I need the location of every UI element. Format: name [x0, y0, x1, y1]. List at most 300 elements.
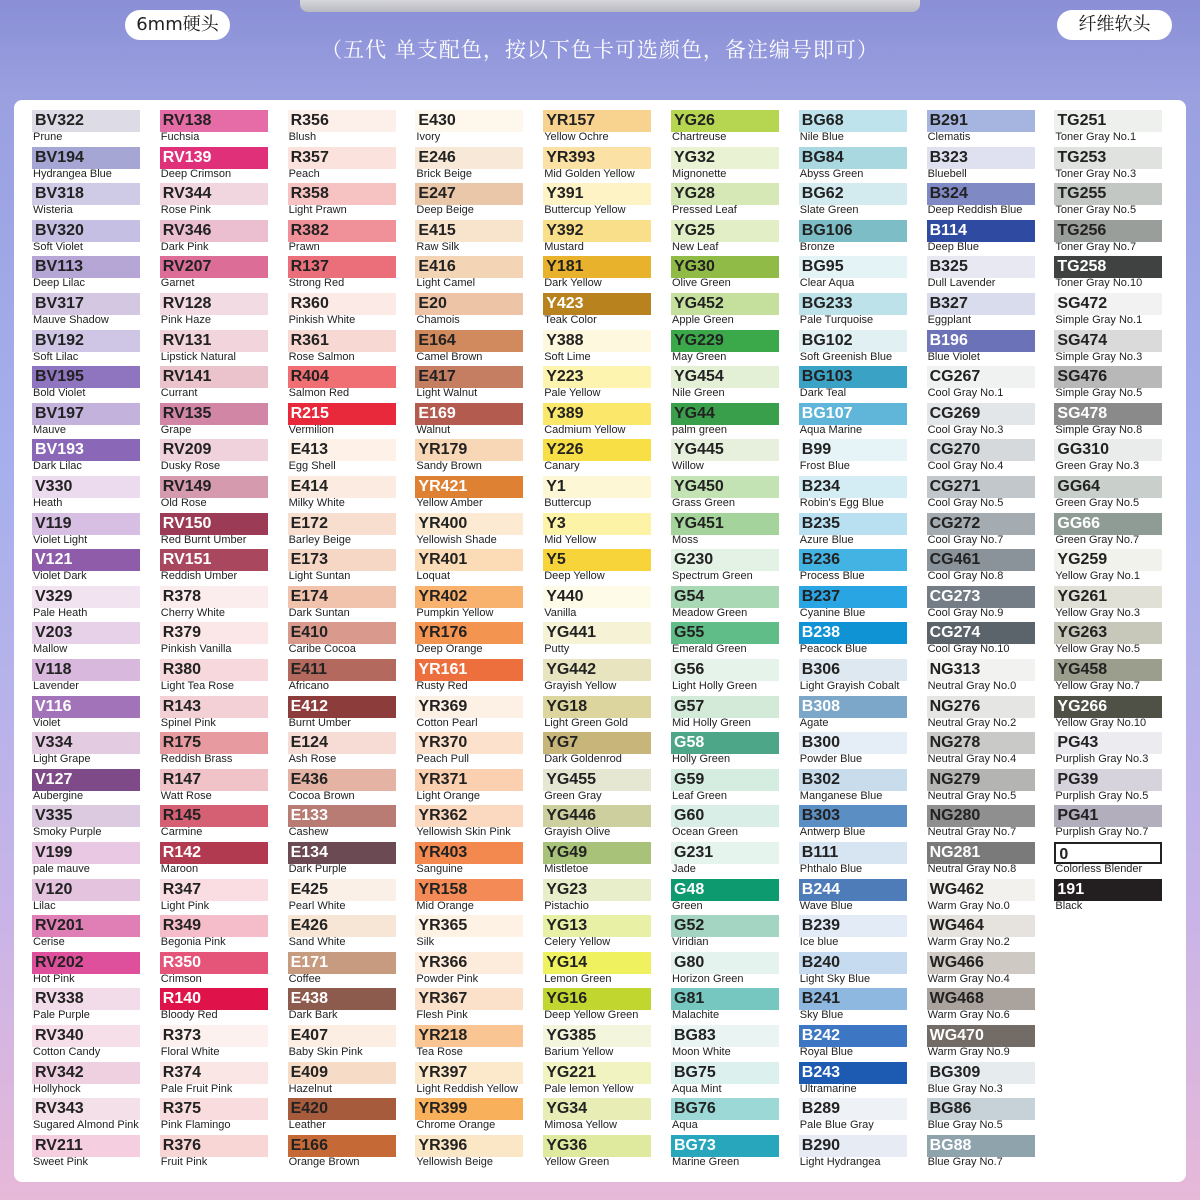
color-swatch[interactable]: [799, 952, 907, 986]
color-swatch[interactable]: [288, 256, 396, 290]
color-swatch[interactable]: [543, 183, 651, 217]
color-swatch[interactable]: [671, 549, 779, 583]
color-swatch[interactable]: [415, 659, 523, 693]
color-swatch[interactable]: [288, 403, 396, 437]
color-swatch[interactable]: [671, 1135, 779, 1169]
color-swatch[interactable]: [160, 842, 268, 876]
color-swatch[interactable]: [1054, 439, 1162, 473]
color-swatch[interactable]: [1054, 110, 1162, 144]
color-swatch[interactable]: [671, 476, 779, 510]
color-swatch[interactable]: [671, 659, 779, 693]
color-swatch[interactable]: [543, 513, 651, 547]
color-swatch[interactable]: [927, 805, 1035, 839]
color-swatch[interactable]: [927, 1135, 1035, 1169]
swatch-name: Antwerp Blue: [799, 826, 866, 839]
color-swatch[interactable]: [288, 988, 396, 1022]
color-swatch[interactable]: [160, 769, 268, 803]
color-swatch[interactable]: [1054, 476, 1162, 510]
color-swatch[interactable]: [288, 879, 396, 913]
color-swatch[interactable]: [543, 732, 651, 766]
color-swatch[interactable]: [671, 220, 779, 254]
color-swatch[interactable]: [288, 366, 396, 400]
color-swatch[interactable]: [1054, 256, 1162, 290]
color-swatch[interactable]: [32, 659, 140, 693]
color-swatch[interactable]: [671, 769, 779, 803]
color-swatch[interactable]: [927, 988, 1035, 1022]
color-swatch[interactable]: [927, 1098, 1035, 1132]
color-swatch[interactable]: [927, 915, 1035, 949]
color-swatch[interactable]: [32, 439, 140, 473]
color-swatch[interactable]: [32, 403, 140, 437]
color-swatch[interactable]: [799, 513, 907, 547]
color-swatch[interactable]: [288, 586, 396, 620]
color-swatch[interactable]: [799, 293, 907, 327]
color-swatch[interactable]: [543, 1098, 651, 1132]
color-swatch[interactable]: [415, 696, 523, 730]
color-swatch[interactable]: [543, 622, 651, 656]
color-swatch[interactable]: [1054, 513, 1162, 547]
color-swatch[interactable]: [1054, 659, 1162, 693]
color-swatch[interactable]: [1054, 842, 1162, 876]
color-swatch[interactable]: [1054, 769, 1162, 803]
color-swatch[interactable]: [288, 513, 396, 547]
color-swatch[interactable]: [927, 366, 1035, 400]
swatch-code: B308: [799, 696, 907, 718]
color-swatch[interactable]: [799, 1062, 907, 1096]
swatch-name: Toner Gray No.5: [1055, 204, 1137, 217]
color-swatch[interactable]: [927, 439, 1035, 473]
swatch-name: Phthalo Blue: [799, 863, 863, 875]
swatch-code: YG385: [543, 1025, 651, 1047]
swatch-code: NG278: [927, 732, 1035, 754]
color-swatch[interactable]: [415, 549, 523, 583]
color-swatch[interactable]: [415, 732, 523, 766]
color-swatch[interactable]: [799, 549, 907, 583]
color-swatch[interactable]: [1054, 879, 1162, 913]
color-swatch[interactable]: [671, 696, 779, 730]
color-swatch[interactable]: [671, 1025, 779, 1059]
color-swatch[interactable]: [32, 1135, 140, 1169]
color-swatch[interactable]: [288, 476, 396, 510]
color-swatch[interactable]: [32, 293, 140, 327]
color-swatch[interactable]: [288, 549, 396, 583]
color-swatch[interactable]: [160, 256, 268, 290]
swatch-name: Mid Holly Green: [672, 716, 751, 729]
color-swatch[interactable]: [160, 366, 268, 400]
color-swatch[interactable]: [160, 513, 268, 547]
color-swatch[interactable]: [799, 220, 907, 254]
color-swatch[interactable]: [927, 110, 1035, 144]
color-swatch[interactable]: [543, 1062, 651, 1096]
swatch-name: Light Pink: [160, 899, 210, 912]
swatch-name: Carmine: [160, 826, 203, 839]
color-swatch[interactable]: [288, 110, 396, 144]
color-swatch[interactable]: [799, 879, 907, 913]
color-swatch[interactable]: [671, 403, 779, 437]
color-swatch[interactable]: [927, 1025, 1035, 1059]
color-swatch[interactable]: [671, 147, 779, 181]
color-swatch[interactable]: [799, 988, 907, 1022]
color-swatch[interactable]: [543, 988, 651, 1022]
color-swatch[interactable]: [1054, 732, 1162, 766]
color-swatch[interactable]: [32, 805, 140, 839]
color-swatch[interactable]: [799, 147, 907, 181]
color-swatch[interactable]: [415, 110, 523, 144]
color-swatch[interactable]: [415, 1135, 523, 1169]
color-swatch[interactable]: [160, 220, 268, 254]
swatch-code: V118: [32, 659, 140, 681]
swatch-code: YG263: [1054, 622, 1162, 644]
color-swatch[interactable]: [1054, 183, 1162, 217]
color-swatch[interactable]: [288, 1025, 396, 1059]
color-swatch[interactable]: [160, 696, 268, 730]
color-swatch[interactable]: [543, 769, 651, 803]
swatch-code: YG32: [671, 147, 779, 169]
color-swatch[interactable]: [671, 805, 779, 839]
color-swatch[interactable]: [32, 220, 140, 254]
color-swatch[interactable]: [415, 183, 523, 217]
color-swatch[interactable]: [415, 952, 523, 986]
color-swatch[interactable]: [415, 330, 523, 364]
color-swatch[interactable]: [32, 476, 140, 510]
color-swatch[interactable]: [415, 915, 523, 949]
color-swatch[interactable]: [415, 1025, 523, 1059]
color-swatch[interactable]: [32, 879, 140, 913]
color-swatch[interactable]: [927, 220, 1035, 254]
color-swatch[interactable]: [160, 549, 268, 583]
color-swatch[interactable]: [1054, 366, 1162, 400]
color-swatch[interactable]: [415, 769, 523, 803]
color-swatch[interactable]: [415, 293, 523, 327]
color-swatch[interactable]: [927, 1062, 1035, 1096]
swatch-name: Sand White: [288, 936, 346, 949]
color-swatch[interactable]: [543, 110, 651, 144]
color-swatch[interactable]: [32, 988, 140, 1022]
color-swatch[interactable]: [799, 256, 907, 290]
color-swatch[interactable]: [160, 476, 268, 510]
color-swatch[interactable]: [32, 769, 140, 803]
color-swatch[interactable]: [671, 915, 779, 949]
color-swatch[interactable]: [1054, 549, 1162, 583]
color-swatch[interactable]: [1054, 293, 1162, 327]
color-swatch[interactable]: [32, 696, 140, 730]
color-swatch[interactable]: [32, 622, 140, 656]
color-swatch[interactable]: [543, 293, 651, 327]
color-swatch[interactable]: [32, 549, 140, 583]
color-swatch[interactable]: [32, 586, 140, 620]
color-swatch[interactable]: [543, 549, 651, 583]
color-swatch[interactable]: [543, 403, 651, 437]
color-swatch[interactable]: [32, 183, 140, 217]
color-swatch[interactable]: [160, 403, 268, 437]
swatch-code: YG445: [671, 439, 779, 461]
color-swatch[interactable]: [160, 622, 268, 656]
color-swatch[interactable]: [1054, 403, 1162, 437]
color-swatch[interactable]: [288, 915, 396, 949]
color-swatch[interactable]: [671, 842, 779, 876]
color-swatch[interactable]: [160, 988, 268, 1022]
color-swatch[interactable]: [160, 439, 268, 473]
swatch-name: Silk: [416, 936, 435, 949]
swatch-name: Peach Pull: [416, 753, 469, 766]
color-swatch[interactable]: [160, 110, 268, 144]
color-swatch[interactable]: [415, 147, 523, 181]
swatch-name: Dark Lilac: [33, 460, 82, 473]
swatch-name: Royal Blue: [799, 1046, 853, 1058]
color-swatch[interactable]: [288, 622, 396, 656]
color-swatch[interactable]: [671, 879, 779, 913]
color-swatch[interactable]: [671, 732, 779, 766]
swatch-name: Light Orange: [416, 789, 480, 802]
swatch-name: Light Walnut: [416, 387, 478, 400]
color-swatch[interactable]: [32, 732, 140, 766]
color-swatch[interactable]: [32, 147, 140, 181]
color-swatch[interactable]: [799, 805, 907, 839]
color-swatch[interactable]: [32, 330, 140, 364]
color-swatch[interactable]: [927, 586, 1035, 620]
color-swatch[interactable]: [415, 403, 523, 437]
color-swatch[interactable]: [160, 659, 268, 693]
color-swatch[interactable]: [543, 659, 651, 693]
color-swatch[interactable]: [671, 183, 779, 217]
color-swatch[interactable]: [927, 147, 1035, 181]
color-swatch[interactable]: [32, 513, 140, 547]
color-swatch[interactable]: [927, 732, 1035, 766]
color-swatch[interactable]: [288, 952, 396, 986]
color-swatch[interactable]: [927, 879, 1035, 913]
swatch-name: Lipstick Natural: [160, 350, 236, 363]
color-swatch[interactable]: [1054, 147, 1162, 181]
color-swatch[interactable]: [671, 330, 779, 364]
color-swatch[interactable]: [799, 330, 907, 364]
color-swatch[interactable]: [799, 476, 907, 510]
swatch-name: Violet Light: [33, 533, 88, 546]
color-swatch[interactable]: [415, 805, 523, 839]
color-swatch[interactable]: [799, 1098, 907, 1132]
color-swatch[interactable]: [799, 622, 907, 656]
color-swatch[interactable]: [927, 622, 1035, 656]
color-swatch[interactable]: [671, 952, 779, 986]
color-swatch[interactable]: [543, 476, 651, 510]
color-swatch[interactable]: [799, 183, 907, 217]
color-swatch[interactable]: [32, 1062, 140, 1096]
color-swatch[interactable]: [160, 293, 268, 327]
color-swatch[interactable]: [799, 586, 907, 620]
swatch-name: Lilac: [33, 899, 56, 912]
color-swatch[interactable]: [927, 330, 1035, 364]
swatch-code: B114: [927, 220, 1035, 242]
color-swatch[interactable]: [288, 293, 396, 327]
swatch-name: Chamois: [416, 314, 460, 326]
color-swatch[interactable]: [799, 1025, 907, 1059]
color-swatch[interactable]: [927, 696, 1035, 730]
color-swatch[interactable]: [288, 330, 396, 364]
swatch-code: V335: [32, 805, 140, 827]
swatch-code: Y223: [543, 366, 651, 388]
swatch-name: Warm Gray No.0: [927, 899, 1010, 912]
color-swatch[interactable]: [799, 732, 907, 766]
color-swatch[interactable]: [543, 915, 651, 949]
color-swatch[interactable]: [927, 842, 1035, 876]
color-swatch[interactable]: [927, 183, 1035, 217]
color-swatch[interactable]: [160, 915, 268, 949]
color-swatch[interactable]: [288, 439, 396, 473]
color-swatch[interactable]: [160, 805, 268, 839]
swatch-code: PG39: [1054, 769, 1162, 791]
swatch-name: Yellow Amber: [416, 497, 483, 509]
color-swatch[interactable]: [32, 110, 140, 144]
color-swatch[interactable]: [799, 439, 907, 473]
color-swatch[interactable]: [799, 696, 907, 730]
color-swatch[interactable]: [288, 769, 396, 803]
color-swatch[interactable]: [671, 622, 779, 656]
color-swatch[interactable]: [543, 366, 651, 400]
color-swatch[interactable]: [799, 769, 907, 803]
color-swatch[interactable]: [543, 439, 651, 473]
color-swatch[interactable]: [799, 110, 907, 144]
color-swatch[interactable]: [160, 330, 268, 364]
color-swatch[interactable]: [32, 256, 140, 290]
color-swatch[interactable]: [543, 879, 651, 913]
color-swatch[interactable]: [288, 842, 396, 876]
color-swatch[interactable]: [1054, 220, 1162, 254]
color-swatch[interactable]: [671, 988, 779, 1022]
color-swatch[interactable]: [927, 513, 1035, 547]
color-swatch[interactable]: [160, 1135, 268, 1169]
color-swatch[interactable]: [160, 1025, 268, 1059]
color-swatch[interactable]: [415, 879, 523, 913]
swatch-name: Aqua: [672, 1119, 698, 1132]
color-swatch[interactable]: [1054, 586, 1162, 620]
color-swatch[interactable]: [799, 403, 907, 437]
color-swatch[interactable]: [32, 952, 140, 986]
color-swatch[interactable]: [415, 439, 523, 473]
color-swatch[interactable]: [543, 696, 651, 730]
color-swatch[interactable]: [927, 476, 1035, 510]
swatch-code: YR367: [415, 988, 523, 1010]
swatch-name: Fruit Pink: [160, 1155, 208, 1168]
color-swatch[interactable]: [415, 1062, 523, 1096]
color-swatch[interactable]: [160, 586, 268, 620]
color-swatch[interactable]: [799, 659, 907, 693]
color-swatch[interactable]: [415, 842, 523, 876]
swatch-code: G48: [671, 879, 779, 901]
color-swatch[interactable]: [1054, 330, 1162, 364]
color-swatch[interactable]: [543, 1135, 651, 1169]
swatch-name: Pearl White: [288, 899, 346, 912]
swatch-name: Putty: [544, 643, 570, 656]
color-swatch[interactable]: [32, 915, 140, 949]
swatch-name: Brick Beige: [416, 167, 473, 180]
color-swatch[interactable]: [288, 147, 396, 181]
color-swatch[interactable]: [671, 256, 779, 290]
color-swatch[interactable]: [415, 256, 523, 290]
color-swatch[interactable]: [927, 769, 1035, 803]
color-swatch[interactable]: [671, 293, 779, 327]
color-swatch[interactable]: [543, 1025, 651, 1059]
swatch-code: B300: [799, 732, 907, 754]
color-swatch[interactable]: [1054, 805, 1162, 839]
swatch-code: RV201: [32, 915, 140, 937]
color-swatch[interactable]: [543, 805, 651, 839]
color-swatch[interactable]: [32, 366, 140, 400]
color-swatch[interactable]: [160, 732, 268, 766]
color-swatch[interactable]: [160, 1098, 268, 1132]
color-swatch[interactable]: [543, 147, 651, 181]
color-swatch[interactable]: [288, 659, 396, 693]
color-swatch[interactable]: [160, 879, 268, 913]
color-swatch[interactable]: [415, 586, 523, 620]
color-swatch[interactable]: [160, 183, 268, 217]
color-swatch[interactable]: [671, 439, 779, 473]
color-swatch[interactable]: [799, 366, 907, 400]
color-swatch[interactable]: [543, 842, 651, 876]
color-swatch[interactable]: [543, 330, 651, 364]
color-swatch[interactable]: [415, 622, 523, 656]
color-swatch[interactable]: [671, 1062, 779, 1096]
color-swatch[interactable]: [288, 732, 396, 766]
color-swatch[interactable]: [160, 147, 268, 181]
color-swatch[interactable]: [927, 952, 1035, 986]
swatch-name: Viridian: [672, 936, 709, 949]
color-swatch[interactable]: [415, 220, 523, 254]
color-swatch[interactable]: [799, 915, 907, 949]
swatch-name: Rose Pink: [160, 204, 211, 217]
swatch-name: Sandy Brown: [416, 460, 482, 473]
swatch-name: Jade: [672, 863, 696, 875]
color-swatch[interactable]: [799, 1135, 907, 1169]
color-swatch[interactable]: [415, 513, 523, 547]
color-swatch[interactable]: [415, 366, 523, 400]
color-swatch[interactable]: [288, 696, 396, 730]
color-swatch[interactable]: [160, 952, 268, 986]
color-swatch[interactable]: [671, 513, 779, 547]
color-swatch[interactable]: [288, 805, 396, 839]
color-swatch[interactable]: [671, 586, 779, 620]
swatch-code: RV343: [32, 1098, 140, 1120]
swatch-name: Yellow Gray No.7: [1055, 680, 1140, 692]
color-swatch[interactable]: [1054, 696, 1162, 730]
color-swatch[interactable]: [288, 1098, 396, 1132]
color-swatch[interactable]: [927, 256, 1035, 290]
color-swatch[interactable]: [415, 476, 523, 510]
color-swatch[interactable]: [160, 1062, 268, 1096]
color-swatch[interactable]: [543, 586, 651, 620]
swatch-name: Deep Orange: [416, 643, 483, 656]
color-swatch[interactable]: [927, 293, 1035, 327]
color-swatch[interactable]: [671, 1098, 779, 1132]
color-swatch[interactable]: [1054, 622, 1162, 656]
color-swatch[interactable]: [32, 1025, 140, 1059]
color-swatch[interactable]: [927, 403, 1035, 437]
color-swatch[interactable]: [543, 952, 651, 986]
color-swatch[interactable]: [415, 988, 523, 1022]
color-swatch[interactable]: [799, 842, 907, 876]
color-swatch[interactable]: [927, 549, 1035, 583]
color-swatch[interactable]: [288, 1062, 396, 1096]
color-swatch[interactable]: [671, 366, 779, 400]
color-swatch[interactable]: [288, 220, 396, 254]
color-swatch[interactable]: [543, 256, 651, 290]
color-swatch[interactable]: [415, 1098, 523, 1132]
color-swatch[interactable]: [288, 183, 396, 217]
color-swatch[interactable]: [927, 659, 1035, 693]
color-swatch[interactable]: [288, 1135, 396, 1169]
color-swatch[interactable]: [543, 220, 651, 254]
color-swatch[interactable]: [32, 842, 140, 876]
color-swatch[interactable]: [32, 1098, 140, 1132]
color-swatch[interactable]: [671, 110, 779, 144]
